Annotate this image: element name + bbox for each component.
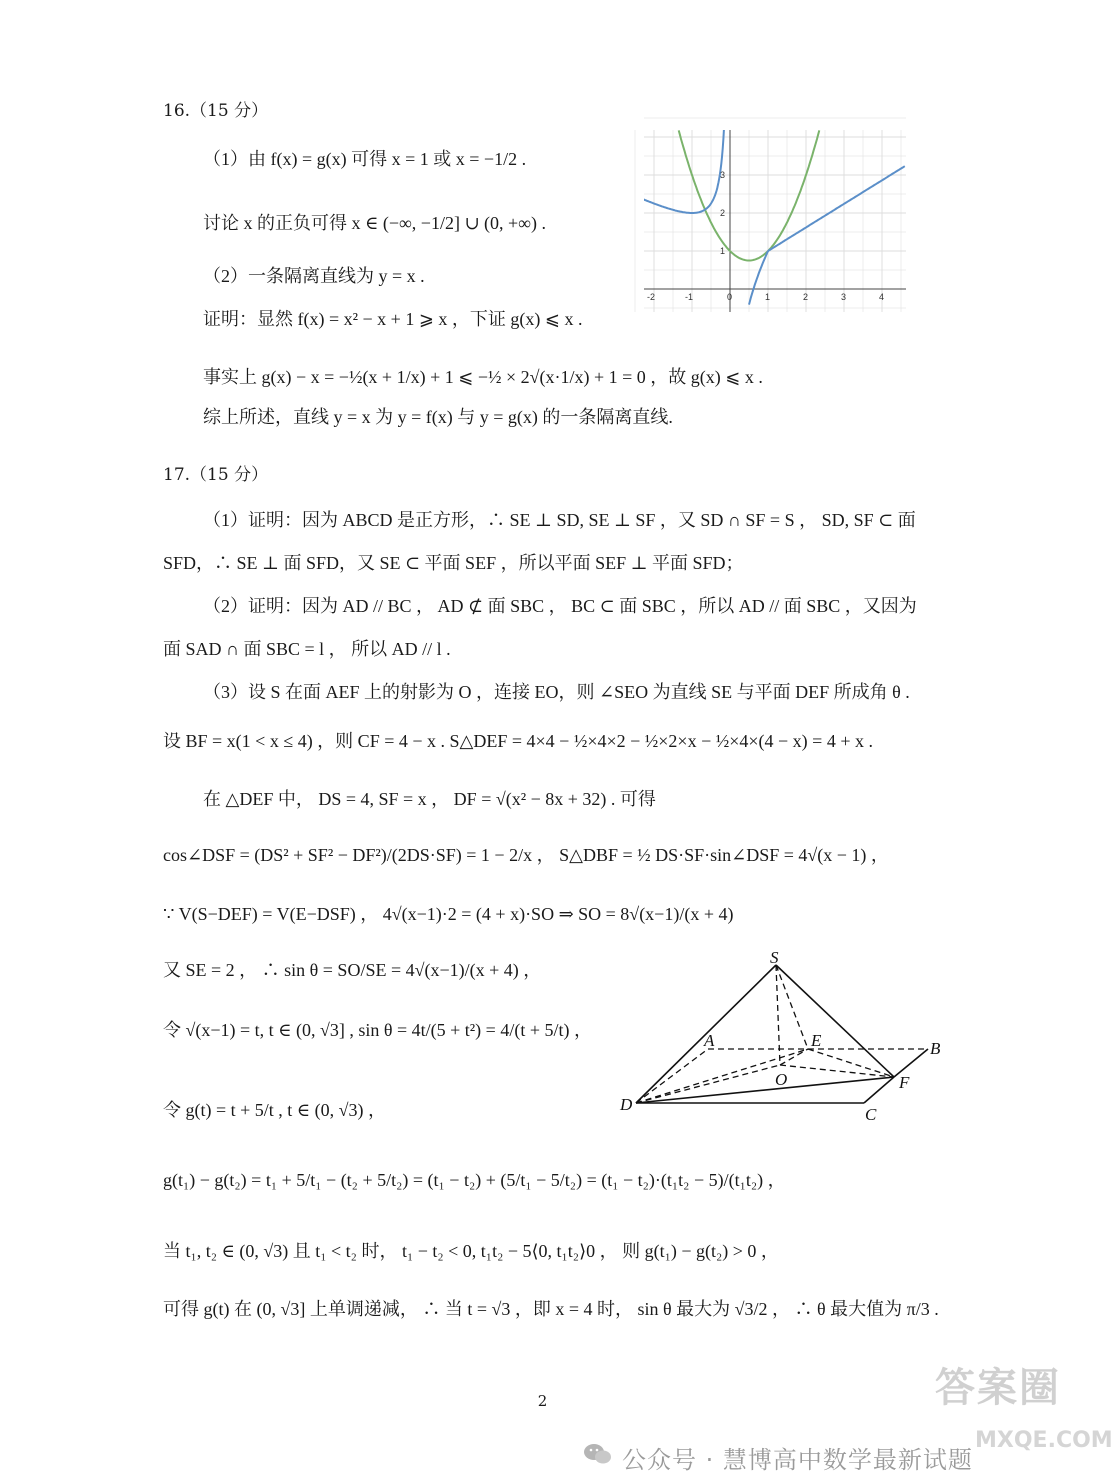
vertex-label-b: B: [930, 1039, 941, 1058]
vertex-label-c: C: [865, 1105, 877, 1124]
watermark-text: 公众号 · 慧博高中数学最新试题: [622, 1446, 973, 1474]
q16-line3: （2）一条隔离直线为 y = x .: [203, 266, 425, 286]
pyramid-figure: [612, 945, 952, 1125]
q16-line4: 证明：显然 f(x) = x² − x + 1 ⩾ x ，下证 g(x) ⩽ x .: [203, 309, 583, 329]
x-tick-label: -2: [647, 292, 656, 302]
q17-part3-line2: 设 BF = x(1 < x ≤ 4) ，则 CF = 4 − x . S△DEF = 4×4 − ½×4×2 − ½×2×x − ½×4×(4 − x) = 4 + x .: [163, 731, 873, 751]
q17-header: 17.（15 分）: [163, 465, 269, 485]
vertex-label-s: S: [770, 948, 779, 967]
wechat-icon: [583, 1442, 613, 1466]
x-tick-label: 3: [841, 292, 847, 302]
q17-part3-line9: g(t₁) − g(t₂) = t₁ + 5/t₁ − (t₂ + 5/t₂) = (t₁ − t₂) + (5/t₁ − 5/t₂) = (t₁ − t₂)·(t₁t₂ − 5)/(t₁t₂) ，: [163, 1170, 786, 1190]
watermark-stamp-sub: MXQE.COM: [975, 1428, 1113, 1453]
q16-line6: 综上所述，直线 y = x 为 y = f(x) 与 y = g(x) 的一条隔离直线.: [203, 407, 673, 427]
q16-line5: 事实上 g(x) − x = −½(x + 1/x) + 1 ⩽ −½ × 2√(x·1/x) + 1 = 0 ，故 g(x) ⩽ x .: [203, 367, 763, 387]
watermark-stamp: 答案圈: [935, 1365, 1061, 1411]
q16-header: 16.（15 分）: [163, 101, 269, 121]
page-number: 2: [537, 1392, 548, 1410]
q16-line2: 讨论 x 的正负可得 x ∈ (−∞, −1/2] ∪ (0, +∞) .: [203, 213, 547, 233]
vertex-label-a: A: [704, 1031, 715, 1050]
q17-part3-line10: 当 t₁, t₂ ∈ (0, √3) 且 t₁ < t₂ 时， t₁ − t₂ < 0, t₁t₂ − 5⟨0, t₁t₂⟩0 ， 则 g(t₁) − g(t₂) > 0 ，: [163, 1241, 779, 1261]
q17-part1-line2: SFD，∴ SE ⊥ 面 SFD，又 SE ⊂ 平面 SEF ，所以平面 SEF ⊥ 平面 SFD；: [163, 553, 744, 573]
q16-line1: （1）由 f(x) = g(x) 可得 x = 1 或 x = −1/2 .: [203, 149, 527, 169]
q17-part3-line3: 在 △DEF 中， DS = 4, SF = x ， DF = √(x² − 8x + 32) . 可得: [203, 789, 656, 809]
x-tick-label: 1: [765, 292, 771, 302]
q17-part2-line2: 面 SAD ∩ 面 SBC = l ， 所以 AD // l .: [163, 639, 451, 659]
q17-part3-line1: （3）设 S 在面 AEF 上的射影为 O ，连接 EO，则 ∠SEO 为直线 SE 与平面 DEF 所成角 θ .: [203, 682, 910, 702]
q17-part3-line7: 令 √(x−1) = t, t ∈ (0, √3] , sin θ = 4t/(5 + t²) = 4/(t + 5/t) ，: [163, 1020, 592, 1040]
y-tick-label: 1: [720, 246, 726, 256]
x-tick-label: -1: [685, 292, 694, 302]
vertex-label-o: O: [775, 1070, 788, 1089]
q17-part3-line8: 令 g(t) = t + 5/t , t ∈ (0, √3) ，: [163, 1100, 386, 1120]
function-graph: [644, 130, 906, 312]
q17-part1-line1: （1）证明：因为 ABCD 是正方形，∴ SE ⊥ SD, SE ⊥ SF ，又 SD ∩ SF = S ， SD, SF ⊂ 面: [203, 510, 916, 530]
vertex-label-e: E: [811, 1031, 822, 1050]
x-tick-label: 0: [727, 292, 733, 302]
q17-part3-line5: ∵ V(S−DEF) = V(E−DSF) ， 4√(x−1)·2 = (4 + x)·SO ⇒ SO = 8√(x−1)/(x + 4): [163, 904, 734, 924]
vertex-label-f: F: [899, 1073, 910, 1092]
x-tick-label: 4: [879, 292, 885, 302]
q17-part3-line11: 可得 g(t) 在 (0, √3] 上单调递减， ∴ 当 t = √3 ，即 x = 4 时， sin θ 最大为 √3/2 ， ∴ θ 最大值为 π/3 .: [163, 1299, 939, 1319]
vertex-label-d: D: [620, 1095, 633, 1114]
x-tick-label: 2: [803, 292, 809, 302]
q17-part2-line1: （2）证明：因为 AD // BC ， AD ⊄ 面 SBC ， BC ⊂ 面 SBC ，所以 AD // 面 SBC ，又因为: [203, 596, 917, 616]
q17-part3-line4: cos∠DSF = (DS² + SF² − DF²)/(2DS·SF) = 1 − 2/x ， S△DBF = ½ DS·SF·sin∠DSF = 4√(x − 1) ，: [163, 845, 889, 865]
y-tick-label: 2: [720, 208, 726, 218]
q17-part3-line6: 又 SE = 2 ， ∴ sin θ = SO/SE = 4√(x−1)/(x + 4) ，: [163, 960, 542, 980]
y-tick-label: 3: [720, 170, 726, 180]
